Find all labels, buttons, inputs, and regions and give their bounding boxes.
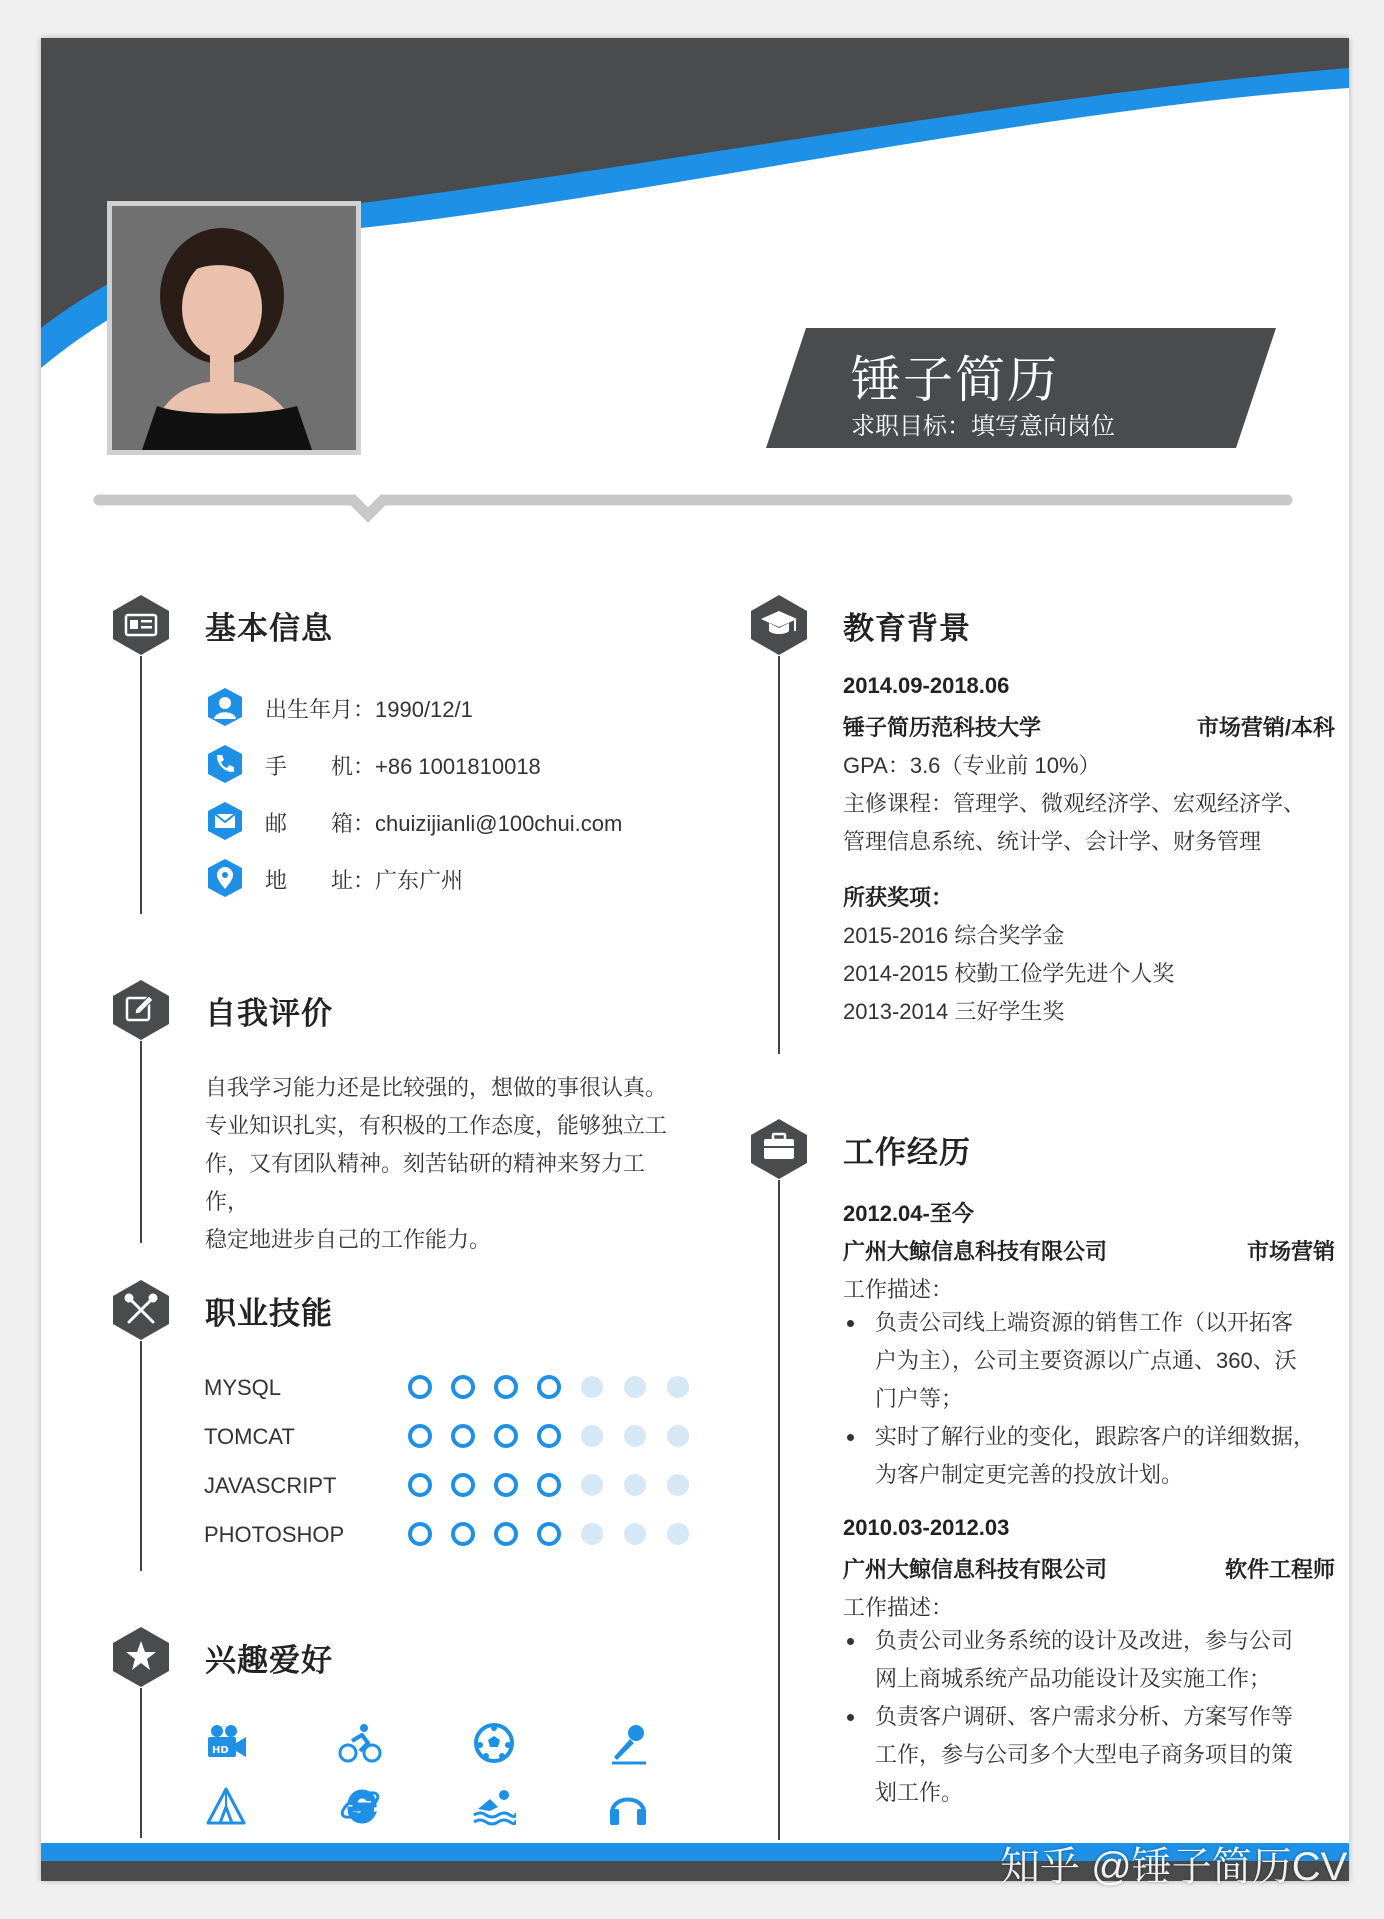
skill-dot-empty <box>667 1376 689 1398</box>
address: 地 址：广东广州 <box>265 868 464 893</box>
job-period: 2010.03-2012.03 <box>843 1515 1010 1540</box>
skill-dot-empty <box>581 1474 603 1496</box>
mail-icon <box>205 801 245 841</box>
email-address[interactable]: 邮 箱：chuizijianli@100chui.com <box>265 811 623 836</box>
self-eval-text <box>205 1069 675 1259</box>
bullet-line: 为客户制定更完善的投放计划。 <box>875 1462 1184 1487</box>
job-period: 2012.04-至今 <box>843 1201 974 1226</box>
skill-dot-filled <box>451 1424 475 1448</box>
major-degree: 市场营销/本科 <box>1196 715 1335 740</box>
skill-dot-filled <box>537 1473 561 1497</box>
award-item: 2014-2015 校勤工俭学先进个人奖 <box>843 961 1175 986</box>
candidate-name: 锤子简历 <box>851 352 1059 408</box>
cycling-icon <box>338 1721 382 1765</box>
job-role: 软件工程师 <box>1224 1557 1335 1582</box>
skill-dot-filled <box>494 1424 518 1448</box>
bullet-line: 负责客户调研、客户需求分析、方案写作等 <box>875 1704 1294 1729</box>
skill-dot-filled <box>494 1375 518 1399</box>
company-name: 广州大鲸信息科技有限公司 <box>843 1557 1108 1582</box>
header-divider <box>93 493 1293 533</box>
job-desc-label: 工作描述： <box>843 1595 954 1620</box>
internet-explorer-icon <box>338 1783 382 1827</box>
skill-dot-filled <box>408 1522 432 1546</box>
self-eval-line: 专业知识扎实，有积极的工作态度，能够独立工 <box>205 1113 668 1138</box>
user-icon <box>205 687 245 727</box>
bullet-line: 划工作。 <box>875 1780 964 1805</box>
skill-name: PHOTOSHOP <box>204 1522 345 1547</box>
skill-dot-empty <box>581 1523 603 1545</box>
school-name: 锤子简历范科技大学 <box>843 715 1042 740</box>
skills-title: 职业技能 <box>205 1296 333 1331</box>
job-bullet <box>875 1698 1345 1812</box>
resume-page <box>41 38 1349 1881</box>
swimming-icon <box>472 1783 516 1827</box>
skill-dot-empty <box>667 1425 689 1447</box>
skill-dot-empty <box>624 1523 646 1545</box>
basic-info-timeline <box>140 656 142 914</box>
job-bullet <box>875 1622 1345 1698</box>
job-target: 求职目标：填写意向岗位 <box>851 413 1115 440</box>
skill-dot-filled <box>494 1522 518 1546</box>
tent-icon <box>204 1783 248 1827</box>
job-bullet <box>875 1304 1345 1418</box>
skill-dot-empty <box>581 1376 603 1398</box>
skill-dot-filled <box>451 1522 475 1546</box>
basic-info-title: 基本信息 <box>205 611 333 646</box>
bullet-line: 网上商城系统产品功能设计及实施工作； <box>875 1666 1272 1691</box>
hobbies-timeline <box>140 1688 142 1838</box>
self-eval-title: 自我评价 <box>205 996 333 1031</box>
microphone-icon <box>606 1721 650 1765</box>
education-timeline <box>778 656 780 1054</box>
bullet-line: 负责公司线上端资源的销售工作（以开拓客 <box>875 1310 1294 1335</box>
bullet-line: 门户等； <box>875 1386 964 1411</box>
watermark: 知乎 @锤子简历CV <box>1000 1845 1348 1889</box>
skill-dot-filled <box>537 1424 561 1448</box>
skill-dot-empty <box>624 1474 646 1496</box>
company-name: 广州大鲸信息科技有限公司 <box>843 1239 1108 1264</box>
skill-dot-filled <box>451 1375 475 1399</box>
skill-name: JAVASCRIPT <box>204 1473 337 1498</box>
name-banner <box>766 328 1276 448</box>
skill-dot-empty <box>581 1425 603 1447</box>
gpa: GPA：3.6（专业前 10%） <box>843 753 1101 778</box>
headphones-icon <box>606 1783 650 1827</box>
education-period: 2014.09-2018.06 <box>843 673 1010 698</box>
skill-dot-filled <box>408 1375 432 1399</box>
location-pin-icon <box>205 858 245 898</box>
skill-dot-filled <box>537 1375 561 1399</box>
skill-dot-filled <box>408 1424 432 1448</box>
hobbies-title: 兴趣爱好 <box>205 1643 333 1678</box>
skill-dot-filled <box>494 1473 518 1497</box>
skill-dot-empty <box>624 1425 646 1447</box>
bullet-line: 负责公司业务系统的设计及改进，参与公司 <box>875 1628 1294 1653</box>
awards-title: 所获奖项： <box>843 885 954 910</box>
job-role: 市场营销 <box>1246 1239 1335 1264</box>
bullet-line: 户为主），公司主要资源以广点通、360、沃 <box>875 1348 1297 1373</box>
self-eval-line: 稳定地进步自己的工作能力。 <box>205 1227 492 1252</box>
job-bullet <box>875 1418 1345 1494</box>
work-title: 工作经历 <box>843 1135 971 1170</box>
bullet-line: 工作，参与公司多个大型电子商务项目的策 <box>875 1742 1294 1767</box>
svg-text:HD: HD <box>212 1745 229 1756</box>
skill-dot-empty <box>624 1376 646 1398</box>
soccer-ball-icon <box>472 1721 516 1765</box>
work-timeline <box>778 1180 780 1840</box>
skills-timeline <box>140 1341 142 1571</box>
job-desc-label: 工作描述： <box>843 1277 954 1302</box>
skill-name: TOMCAT <box>204 1424 295 1449</box>
video-camera-icon <box>204 1721 248 1765</box>
award-item: 2015-2016 综合奖学金 <box>843 923 1065 948</box>
self-eval-line: 作，又有团队精神。刻苦钻研的精神来努力工作， <box>205 1151 646 1214</box>
bullet-line: 实时了解行业的变化，跟踪客户的详细数据， <box>875 1424 1316 1449</box>
education-title: 教育背景 <box>843 611 971 646</box>
award-item: 2013-2014 三好学生奖 <box>843 999 1065 1024</box>
skill-name: MYSQL <box>204 1375 282 1400</box>
skill-dot-filled <box>537 1522 561 1546</box>
skill-dot-filled <box>408 1473 432 1497</box>
self-eval-line: 自我学习能力还是比较强的，想做的事很认真。 <box>205 1075 668 1100</box>
skill-dot-empty <box>667 1523 689 1545</box>
courses-line: 主修课程：管理学、微观经济学、宏观经济学、 <box>843 791 1306 816</box>
self-eval-timeline <box>140 1041 142 1243</box>
skill-dot-filled <box>451 1473 475 1497</box>
portrait-image <box>112 206 356 450</box>
profile-photo <box>107 201 361 455</box>
phone-icon <box>205 744 245 784</box>
birth-date: 出生年月：1990/12/1 <box>265 697 473 722</box>
phone-number: 手 机：+86 1001810018 <box>265 754 541 779</box>
courses-line: 管理信息系统、统计学、会计学、财务管理 <box>843 829 1262 854</box>
skill-dot-empty <box>667 1474 689 1496</box>
